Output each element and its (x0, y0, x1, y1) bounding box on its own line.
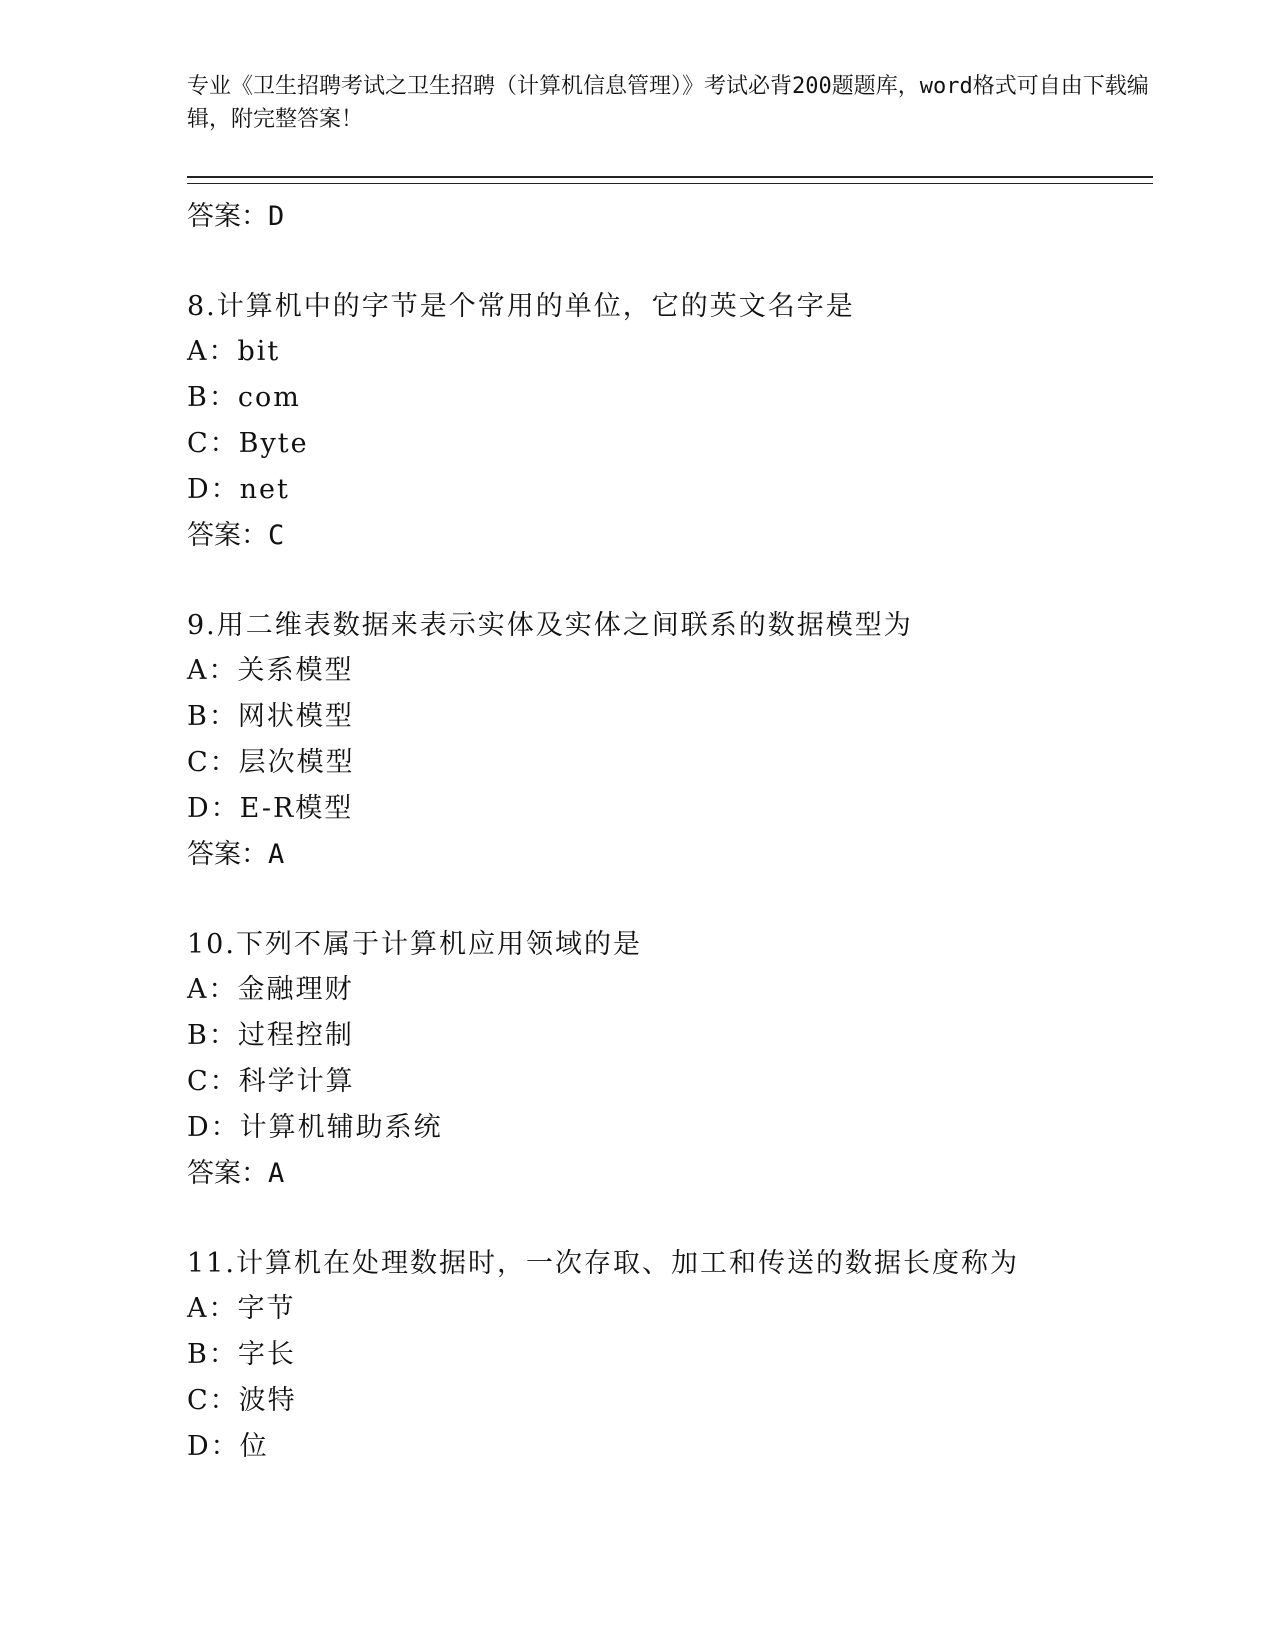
question-block (187, 284, 1153, 558)
option-d: D：计算机辅助系统 (187, 1112, 443, 1143)
document-header-text: 专业《卫生招聘考试之卫生招聘（计算机信息管理）》考试必背200题题库，word格式可自由下载编辑，附完整答案！ (187, 74, 1149, 132)
option-d: D：E-R模型 (187, 793, 354, 824)
option-a: A：字节 (187, 1293, 296, 1324)
option-b: B：com (187, 382, 301, 413)
header-divider (187, 176, 1153, 184)
option-c: C：波特 (187, 1385, 297, 1416)
option-d: D：net (187, 474, 290, 505)
answer-line: 答案：A (187, 1158, 285, 1189)
option-b: B：过程控制 (187, 1020, 354, 1051)
question-text: 9.用二维表数据来表示实体及实体之间联系的数据模型为 (187, 610, 913, 641)
answer-line: 答案：A (187, 839, 285, 870)
option-a: A：bit (187, 336, 281, 367)
question-block (187, 1241, 1153, 1470)
answer-line: 答案：C (187, 520, 285, 551)
option-b: B：字长 (187, 1339, 296, 1370)
question-block (187, 603, 1153, 877)
question-text: 8.计算机中的字节是个常用的单位，它的英文名字是 (187, 291, 855, 322)
option-d: D：位 (187, 1431, 269, 1462)
option-c: C：Byte (187, 428, 309, 459)
option-c: C：科学计算 (187, 1066, 355, 1097)
document-page (187, 70, 1153, 1470)
option-b: B：网状模型 (187, 701, 354, 732)
option-c: C：层次模型 (187, 747, 355, 778)
option-a: A：关系模型 (187, 655, 354, 686)
option-a: A：金融理财 (187, 974, 354, 1005)
answer-line: 答案：D (187, 201, 285, 232)
question-block (187, 922, 1153, 1196)
question-text: 10.下列不属于计算机应用领域的是 (187, 929, 642, 960)
question-text: 11.计算机在处理数据时，一次存取、加工和传送的数据长度称为 (187, 1248, 1019, 1279)
